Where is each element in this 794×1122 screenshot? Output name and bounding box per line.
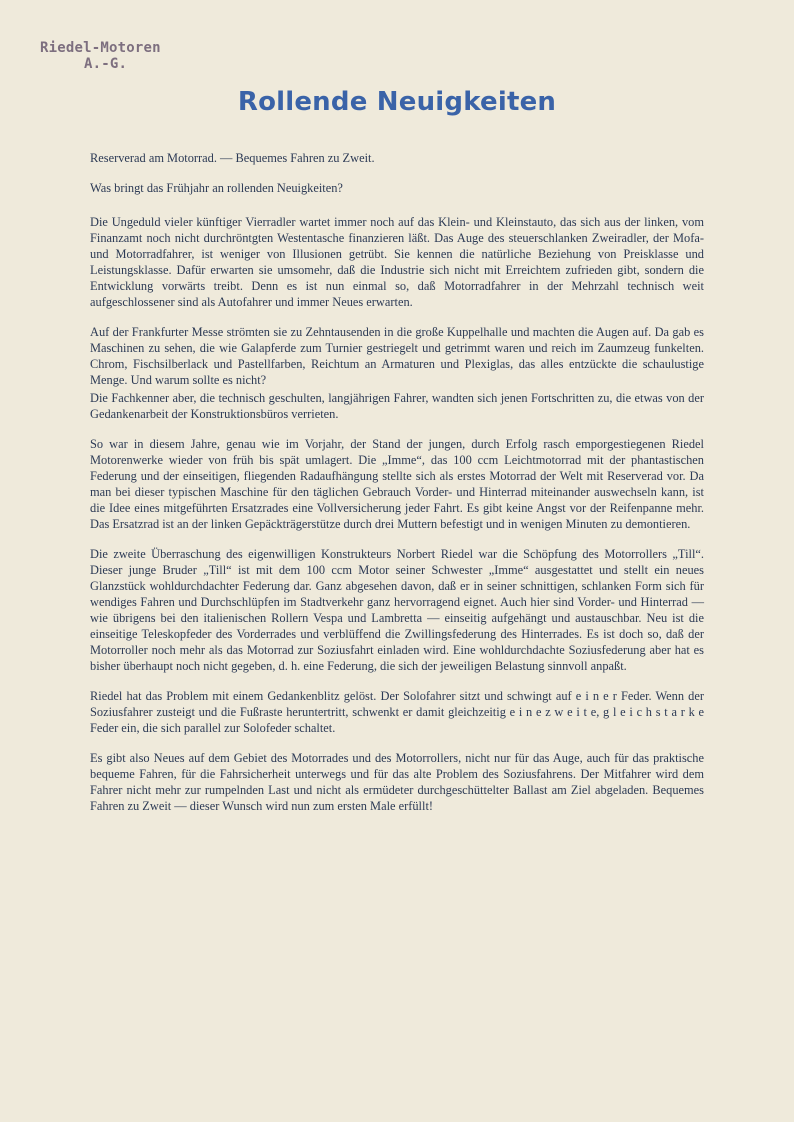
paragraph-intro: Die Ungeduld vieler künftiger Vierradler wartet immer noch auf das Klein- und Kleinstauto, das sich aus der linken, vom Finanzamt noch nicht durchröntgten Westentasche finanzieren läßt. Das Auge des steuerschlanken Zweiradler, der Mofa- und Motorradfahrer, ist weniger von Illusionen getrübt. Sie kennen die natürliche Beziehung von Preisklasse und Leistungsklasse. Dafür erwarten sie umsomehr, daß die Industrie sich nicht mit Erreichtem zufrieden gibt, sondern die Entwicklung vorwärts treibt. Denn es ist nun einmal so, daß Motorradfahrer in der Mehrzahl technisch weit aufgeschlossener sind als Autofahrer und immer Neues erwarten. <box>90 215 704 309</box>
paragraph-fachkenner: Die Fachkenner aber, die technisch geschulten, langjährigen Fahrer, wandten sich jenen Fortschritten zu, die etwas von der Gedankenarbeit der Konstruktionsbüros verrieten. <box>90 391 704 421</box>
subtitle-reserverad: Reserverad am Motorrad. — Bequemes Fahren zu Zweit. <box>90 151 375 165</box>
paragraph-imme: So war in diesem Jahre, genau wie im Vorjahr, der Stand der jungen, durch Erfolg rasch emporgestiegenen Riedel Motorenwerke wieder von früh bis spät umlagert. Die „Imme“, das 100 ccm Leichtmotorrad mit der phantastischen Federung und der einseitigen, fliegenden Radaufhängung stellte sich als erstes Motorrad der Welt mit Reserverad vor. Da man bei dieser typischen Maschine für den täglichen Gebrauch Vorder- und Hinterrad miteinander auswechseln kann, ist die Idee eines mitgeführten Ersatzrades eine Vollversicherung jeder Fahrt. Es gibt keine Angst vor der Reifenpanne mehr. Das Ersatzrad ist an der linken Gepäckträgerstütze durch drei Muttern befestigt und in wenigen Minuten zu demontieren. <box>90 437 704 531</box>
subtitle-question: Was bringt das Frühjahr an rollenden Neuigkeiten? <box>90 181 343 195</box>
paragraph-conclusion: Es gibt also Neues auf dem Gebiet des Motorrades und des Motorrollers, nicht nur für das Auge, auch für das praktische bequeme Fahren, für die Fahrsicherheit unterwegs und für das alte Problem des Soziusfahrens. Der Mitfahrer wird dem Fahrer nicht mehr zur rumpelnden Last und nicht als ermüdeter durchgeschüttelter Ballast am Ziel abgeladen. Bequemes Fahren zu Zweit — dieser Wunsch wird nun zum ersten Male erfüllt! <box>90 751 704 813</box>
paragraph-till: Die zweite Überraschung des eigenwilligen Konstrukteurs Norbert Riedel war die Schöpfung des Motorrollers „Till“. Dieser junge Bruder „Till“ ist mit dem 100 ccm Motor seiner Schwester „Imme“ ausgestattet und stellt ein neues Glanzstück wohldurchdachter Federung dar. Ganz abgesehen davon, daß er in seiner schnittigen, schlanken Form sich für wendiges Fahren und Durchschlüpfen im Stadtverkehr ganz hervorragend eignet. Auch hier sind Vorder- und Hinterrad — wie übrigens bei den italienischen Rollern Vespa und Lambretta — einseitig aufgehängt und austauschbar. Neu ist die einseitige Teleskopfeder des Vorderrades und verblüffend die Zwillingsfederung des Hinterrades. Es ist doch so, daß der Motorroller noch mehr als das Motorrad zur Soziusfahrt einladen wird. Eine wohldurchdachte Soziusfederung aber hat es bisher überhaupt noch nicht gegeben, d. h. eine Federung, die sich der jeweiligen Belastung sinnvoll anpaßt. <box>90 547 704 673</box>
article-body <box>90 150 704 828</box>
paragraph-frankfurt-messe: Auf der Frankfurter Messe strömten sie zu Zehntausenden in die große Kuppelhalle und machten die Augen auf. Da gab es Maschinen zu sehen, die wie Galapferde zum Turnier gestriegelt und getrimmt waren und reich im Zaumzeug funkelten. Chrom, Fischsilberlack und Pastellfarben, Reichtum an Armaturen und Plexiglas, das alles entzückte die schaulustige Menge. Und warum sollte es nicht? <box>90 325 704 387</box>
stamp-line-company: Riedel-Motoren <box>40 40 161 56</box>
company-stamp <box>40 40 170 72</box>
document-title: Rollende Neuigkeiten <box>237 87 557 117</box>
stamp-line-legal-form: A.-G. <box>84 56 128 72</box>
paragraph-soziusfederung: Riedel hat das Problem mit einem Gedankenblitz gelöst. Der Solofahrer sitzt und schwingt auf e i n e r Feder. Wenn der Soziusfahrer zusteigt und die Fußraste heruntertritt, schwenkt er damit gleichzeitig e i n e z w e i t e, g l e i c h s t a r k e Feder ein, die sich parallel zur Solofeder schaltet. <box>90 689 704 735</box>
